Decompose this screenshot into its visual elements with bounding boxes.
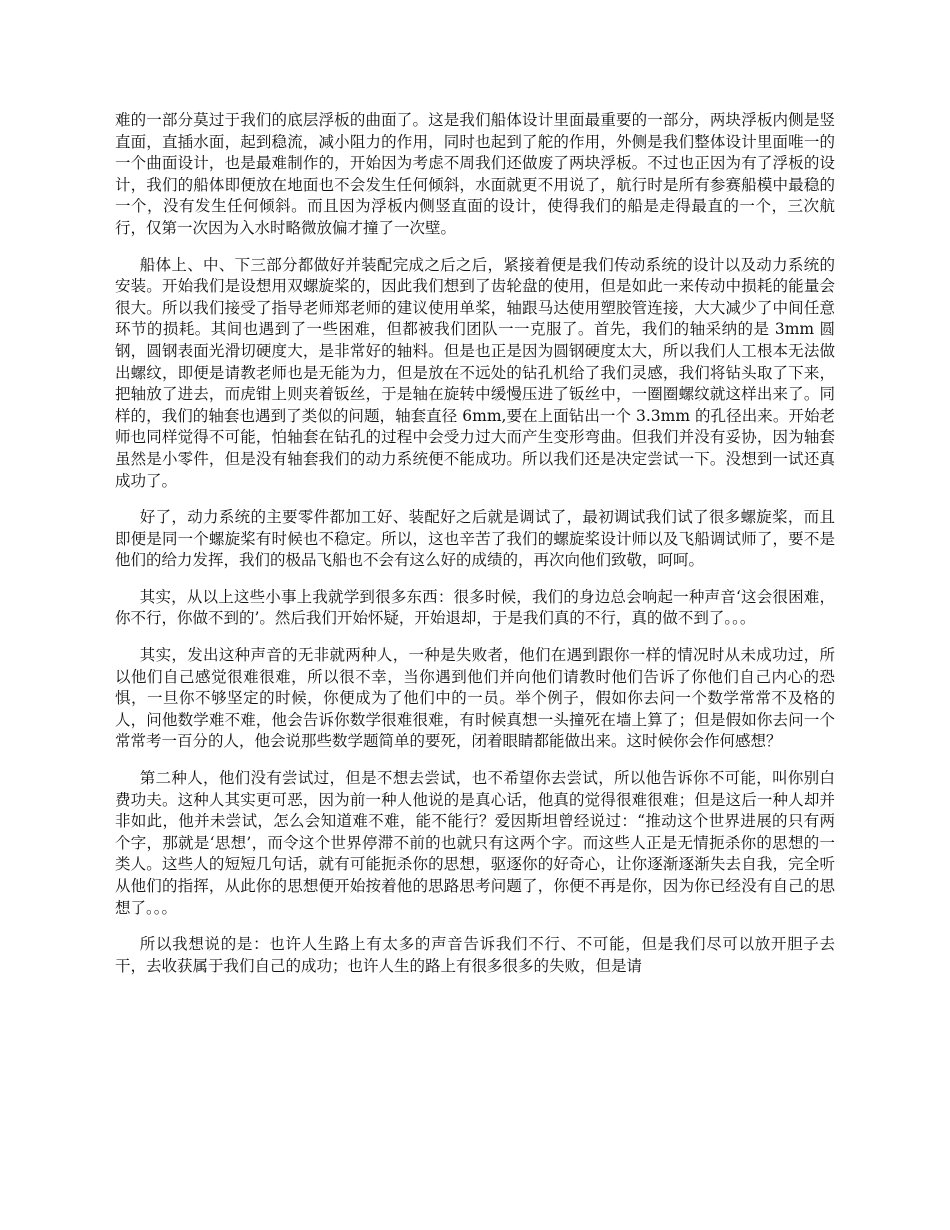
paragraph-6: 第二种人，他们没有尝试过，但是不想去尝试，也不希望你去尝试，所以他告诉你不可能，叫你别白费功夫。这种人其实更可恶，因为前一种人他说的是真心话，他真的觉得很难很难；但是这后一种人却并非如此，他并未尝试，怎么会知道难不难，能不能行？爱因斯坦曾经说过：“推动这个世界进展的只有两个字，那就是‘思想’，而令这个世界停滞不前的也就只有这两个字。而这些人正是无情扼杀你的思想的一类人。这些人的短短几句话，就有可能扼杀你的思想，驱逐你的好奇心，让你逐渐逐渐失去自我，完全听从他们的指挥，从此你的思想便开始按着他的思路思考问题了，你便不再是你，因为你已经没有自己的思想了。。。 [115,769,835,917]
paragraph-3: 好了，动力系统的主要零件都加工好、装配好之后就是调试了，最初调试我们试了很多螺旋桨，而且即便是同一个螺旋桨有时候也不稳定。所以，这也辛苦了我们的螺旋桨设计师以及飞船调试师了，要不是他们的给力发挥，我们的极品飞船也不会有这么好的成绩的，再次向他们致敬，呵呵。 [115,508,835,570]
paragraph-1: 难的一部分莫过于我们的底层浮板的曲面了。这是我们船体设计里面最重要的一部分，两块浮板内侧是竖直面，直插水面，起到稳流，减小阻力的作用，同时也起到了舵的作用，外侧是我们整体设计里面唯一的一个曲面设计，也是最难制作的，开始因为考虑不周我们还做废了两块浮板。不过也正因为有了浮板的设计，我们的船体即便放在地面也不会发生任何倾斜，水面就更不用说了，航行时是所有参赛船模中最稳的一个，没有发生任何倾斜。而且因为浮板内侧竖直面的设计，使得我们的船是走得最直的一个，三次航行，仅第一次因为入水时略微放偏才撞了一次壁。 [115,111,835,237]
paragraph-5: 其实，发出这种声音的无非就两种人，一种是失败者，他们在遇到跟你一样的情况时从未成功过，所以他们自己感觉很难很难，所以很不幸，当你遇到他们并向他们请教时他们告诉了你他们自己内心的恐惧，一旦你不够坚定的时候，你便成为了他们中的一员。举个例子，假如你去问一个数学常常不及格的人，问他数学难不难，他会告诉你数学很难很难，有时候真想一头撞死在墙上算了；但是假如你去问一个常常考一百分的人，他会说那些数学题简单的要死，闭着眼睛都能做出来。这时候你会作何感想？ [115,646,835,751]
paragraph-7: 所以我想说的是：也许人生路上有太多的声音告诉我们不行、不可能，但是我们尽可以放开胆子去干，去收获属于我们自己的成功；也许人生的路上有很多很多的失败，但是请 [115,935,835,975]
document-body [115,110,835,992]
paragraph-2: 船体上、中、下三部分都做好并装配完成之后之后，紧接着便是我们传动系统的设计以及动力系统的安装。开始我们是设想用双螺旋桨的，因此我们想到了齿轮盘的使用，但是如此一来传动中损耗的能量会很大。所以我们接受了指导老师郑老师的建议使用单桨，轴跟马达使用塑胶管连接，大大减少了中间任意环节的损耗。其间也遇到了一些困难，但都被我们团队一一克服了。首先，我们的轴采纳的是 3mm 圆钢，圆钢表面光滑切硬度大，是非常好的轴料。但是也正是因为圆钢硬度太大，所以我们人工根本无法做出螺纹，即便是请教老师也是无能为力，但是放在不远处的钻孔机给了我们灵感，我们将钻头取了下来，把轴放了进去，而虎钳上则夹着钣丝，于是轴在旋转中缓慢压进了钣丝中，一圈圈螺纹就这样出来了。同样的，我们的轴套也遇到了类似的问题，轴套直径 6mm,要在上面钻出一个 3.3mm 的孔径出来。开始老师也同样觉得不可能，怕轴套在钻孔的过程中会受力过大而产生变形弯曲。但我们并没有妥协，因为轴套虽然是小零件，但是没有轴套我们的动力系统便不能成功。所以我们还是决定尝试一下。没想到一试还真成功了。 [115,255,835,490]
paragraph-4: 其实，从以上这些小事上我就学到很多东西：很多时候，我们的身边总会响起一种声音‘这会很困难，你不行，你做不到的’。然后我们开始怀疑，开始退却，于是我们真的不行，真的做不到了。。。 [115,587,835,628]
